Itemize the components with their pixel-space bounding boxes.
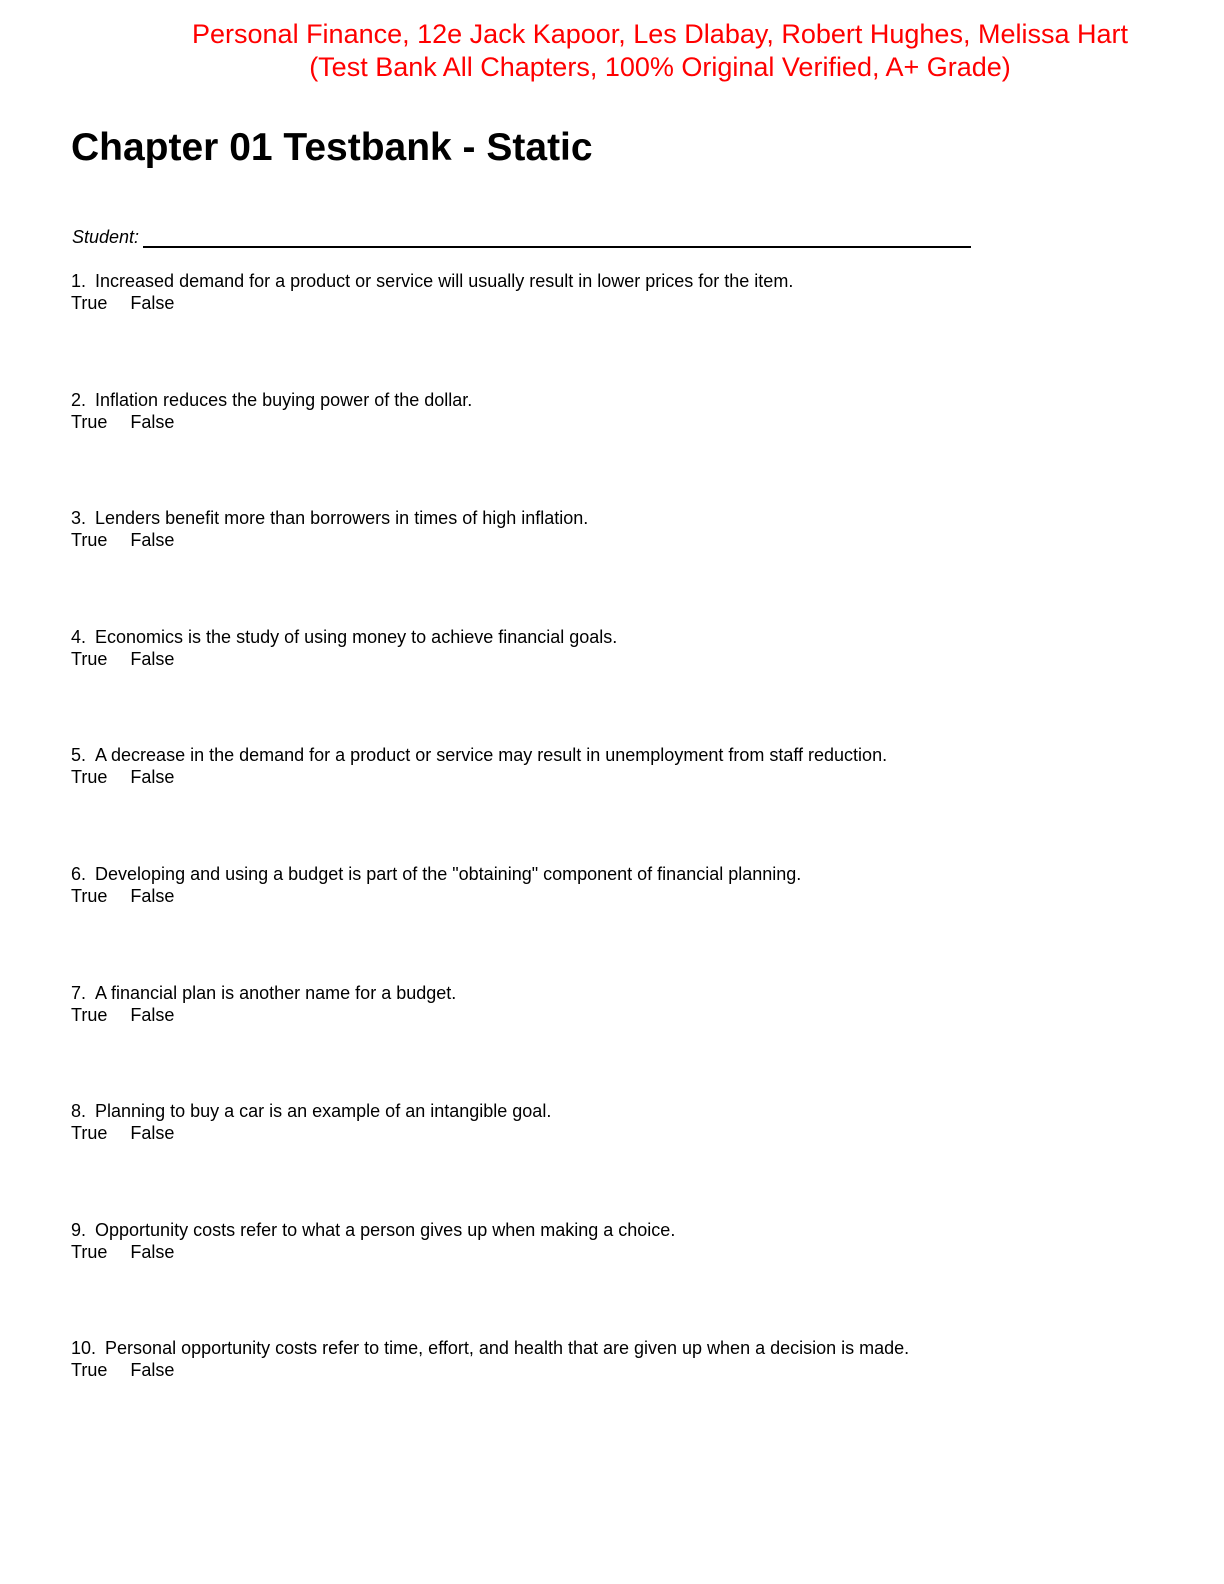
question-number: 9. [71,1219,87,1240]
option-true: True [71,1004,108,1025]
question-text-row [71,982,1171,1004]
question-text-row [71,1219,1171,1241]
question-text: Inflation reduces the buying power of the dollar. [95,389,473,410]
question-item [71,626,1171,745]
option-false: False [130,1241,175,1262]
question-item [71,744,1171,863]
question-item [71,1219,1171,1338]
student-name-line [143,227,971,248]
answer-options [71,648,1171,670]
question-item [71,982,1171,1101]
question-item [71,389,1171,508]
answer-options [71,292,1171,314]
question-text-row [71,1337,1171,1359]
question-text-row [71,744,1171,766]
question-item [71,863,1171,982]
option-false: False [130,530,175,551]
answer-options [71,1241,1171,1263]
answer-options [71,1122,1171,1144]
answer-options [71,529,1171,551]
question-text-row [71,270,1171,292]
option-true: True [71,293,108,313]
option-false: False [130,648,175,669]
option-true: True [71,1360,108,1381]
question-number: 6. [71,863,87,884]
option-true: True [71,1123,108,1144]
question-number: 1. [71,271,87,291]
question-text-row [71,1100,1171,1122]
question-number: 7. [71,982,87,1003]
question-text-row [71,507,1171,529]
option-true: True [71,648,108,669]
question-text: Opportunity costs refer to what a person gives up when making a choice. [95,1219,676,1240]
option-true: True [71,1241,108,1262]
banner-line-2: (Test Bank All Chapters, 100% Original Verified, A+ Grade) [309,52,1011,82]
question-text: Personal opportunity costs refer to time, effort, and health that are given up when a decision is made. [105,1338,910,1359]
question-text: Developing and using a budget is part of the "obtaining" component of financial planning. [95,863,802,884]
answer-options [71,885,1171,907]
question-text: A financial plan is another name for a budget. [95,982,457,1003]
header-banner [120,18,1200,84]
page-title: Chapter 01 Testbank - Static [71,126,593,169]
answer-options [71,1004,1171,1026]
option-true: True [71,411,108,432]
question-text-row [71,863,1171,885]
question-item [71,1100,1171,1219]
option-false: False [130,1123,175,1144]
option-false: False [130,1004,175,1025]
option-false: False [130,885,175,906]
option-false: False [130,767,175,788]
question-number: 4. [71,626,87,647]
question-number: 3. [71,508,87,529]
question-text-row [71,389,1171,411]
answer-options [71,411,1171,433]
question-text: Economics is the study of using money to achieve financial goals. [95,626,618,647]
question-text-row [71,626,1171,648]
question-number: 2. [71,389,87,410]
student-label: Student: [72,227,140,247]
question-item [71,1337,1171,1456]
option-true: True [71,530,108,551]
question-text: Planning to buy a car is an example of an intangible goal. [95,1101,552,1122]
question-number: 5. [71,745,87,766]
banner-line-1: Personal Finance, 12e Jack Kapoor, Les Dlabay, Robert Hughes, Melissa Hart [192,19,1128,49]
question-number: 8. [71,1101,87,1122]
answer-options [71,1359,1171,1381]
option-false: False [130,411,175,432]
question-number: 10. [71,1338,97,1359]
question-item [71,270,1171,389]
question-text: Increased demand for a product or service will usually result in lower prices for the item. [95,271,794,291]
question-text: Lenders benefit more than borrowers in times of high inflation. [95,508,589,529]
option-false: False [130,1360,175,1381]
question-list [71,270,1171,1456]
student-row [72,222,971,248]
option-true: True [71,767,108,788]
question-text: A decrease in the demand for a product or service may result in unemployment from staff reduction. [95,745,888,766]
option-false: False [130,293,175,313]
answer-options [71,766,1171,788]
question-item [71,507,1171,626]
option-true: True [71,885,108,906]
